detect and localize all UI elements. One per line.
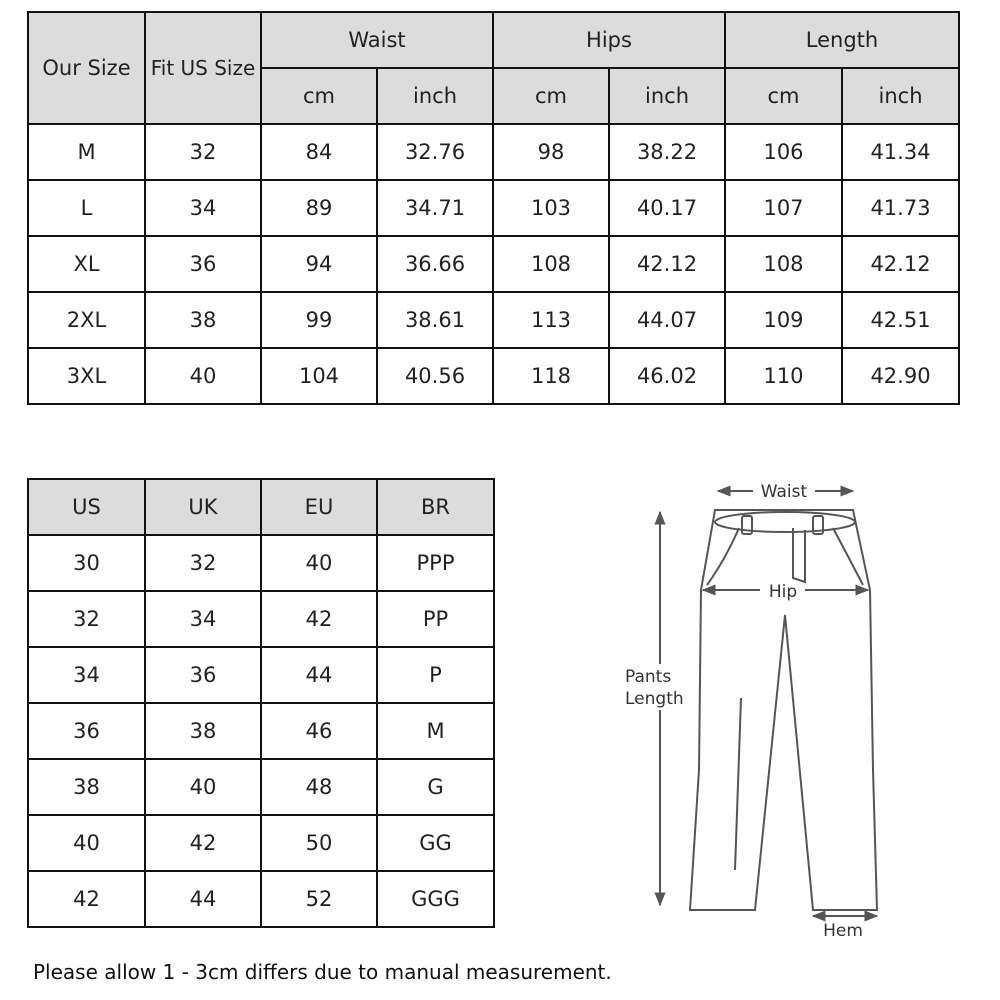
table-cell: G	[377, 759, 494, 815]
size-chart-table	[27, 11, 960, 405]
table-cell: 40	[145, 348, 261, 404]
table-row	[28, 535, 494, 591]
table-cell: 40	[145, 759, 261, 815]
table-cell: 34	[145, 180, 261, 236]
header-our-size: Our Size	[28, 12, 145, 124]
waist-label: Waist	[760, 482, 808, 502]
table-cell: 36	[28, 703, 145, 759]
header-eu: EU	[261, 479, 377, 535]
pants-length-label: Length	[625, 689, 684, 709]
table-cell: 44	[145, 871, 261, 927]
table-cell: 30	[28, 535, 145, 591]
table-cell: 46	[261, 703, 377, 759]
table-cell: 34	[28, 647, 145, 703]
table-cell: 104	[261, 348, 377, 404]
table-cell: 94	[261, 236, 377, 292]
table-cell: PPP	[377, 535, 494, 591]
table-cell: 52	[261, 871, 377, 927]
header-us: US	[28, 479, 145, 535]
table-cell: 34	[145, 591, 261, 647]
table-cell: 108	[725, 236, 842, 292]
header-waist: Waist	[261, 12, 493, 68]
table-row	[28, 180, 959, 236]
table-cell: GG	[377, 815, 494, 871]
table-cell: 40.56	[377, 348, 493, 404]
table-cell: 38	[145, 703, 261, 759]
hem-label: Hem	[823, 921, 863, 941]
table-row	[28, 348, 959, 404]
table-cell: 36	[145, 647, 261, 703]
table-cell: 32.76	[377, 124, 493, 180]
table-cell: 32	[28, 591, 145, 647]
header-hips: Hips	[493, 12, 725, 68]
table-cell: 3XL	[28, 348, 145, 404]
table-cell: 110	[725, 348, 842, 404]
table-cell: 40	[261, 535, 377, 591]
table-cell: PP	[377, 591, 494, 647]
table-cell: 118	[493, 348, 609, 404]
table-cell: 2XL	[28, 292, 145, 348]
table-cell: 106	[725, 124, 842, 180]
table-cell: 32	[145, 535, 261, 591]
table-cell: 38	[145, 292, 261, 348]
table-row	[28, 815, 494, 871]
table-cell: 40	[28, 815, 145, 871]
pants-outline	[690, 510, 877, 910]
table-cell: 107	[725, 180, 842, 236]
table-row	[28, 647, 494, 703]
table-cell: M	[28, 124, 145, 180]
header-unit: inch	[609, 68, 725, 124]
table-cell: 48	[261, 759, 377, 815]
header-uk: UK	[145, 479, 261, 535]
table-cell: 42	[28, 871, 145, 927]
table-row	[28, 124, 959, 180]
table-row	[28, 871, 494, 927]
table-cell: 42.12	[842, 236, 959, 292]
size-conversion-table	[27, 478, 495, 928]
table-cell: 84	[261, 124, 377, 180]
pants-measurement-diagram	[615, 470, 915, 950]
table-cell: 42	[261, 591, 377, 647]
header-unit: cm	[493, 68, 609, 124]
table-cell: 36.66	[377, 236, 493, 292]
table-cell: 108	[493, 236, 609, 292]
table-cell: 41.73	[842, 180, 959, 236]
table-cell: 42	[145, 815, 261, 871]
table-cell: 103	[493, 180, 609, 236]
table-cell: 34.71	[377, 180, 493, 236]
table-cell: P	[377, 647, 494, 703]
table-cell: 109	[725, 292, 842, 348]
table-cell: 41.34	[842, 124, 959, 180]
table-cell: 38	[28, 759, 145, 815]
table-cell: 42.51	[842, 292, 959, 348]
measurement-note: Please allow 1 - 3cm differs due to manual measurement.	[33, 960, 612, 984]
table-cell: 44	[261, 647, 377, 703]
table-row	[28, 703, 494, 759]
table-cell: 38.61	[377, 292, 493, 348]
table-cell: XL	[28, 236, 145, 292]
header-unit: inch	[842, 68, 959, 124]
pants-length-label: Pants	[625, 667, 672, 687]
table-row	[28, 591, 494, 647]
header-unit: cm	[725, 68, 842, 124]
table-cell: 42.12	[609, 236, 725, 292]
table-cell: M	[377, 703, 494, 759]
header-br: BR	[377, 479, 494, 535]
header-unit: inch	[377, 68, 493, 124]
table-cell: 44.07	[609, 292, 725, 348]
table-cell: 42.90	[842, 348, 959, 404]
table-row	[28, 759, 494, 815]
table-cell: 89	[261, 180, 377, 236]
table-cell: 32	[145, 124, 261, 180]
table-cell: 50	[261, 815, 377, 871]
table-cell: L	[28, 180, 145, 236]
header-unit: cm	[261, 68, 377, 124]
table-cell: GGG	[377, 871, 494, 927]
table-cell: 46.02	[609, 348, 725, 404]
header-fit-us-size: Fit US Size	[145, 12, 261, 124]
table-cell: 113	[493, 292, 609, 348]
table-cell: 36	[145, 236, 261, 292]
table-row	[28, 292, 959, 348]
hip-label: Hip	[768, 582, 798, 602]
header-length: Length	[725, 12, 959, 68]
table-cell: 98	[493, 124, 609, 180]
table-cell: 38.22	[609, 124, 725, 180]
table-cell: 99	[261, 292, 377, 348]
table-cell: 40.17	[609, 180, 725, 236]
table-row	[28, 236, 959, 292]
